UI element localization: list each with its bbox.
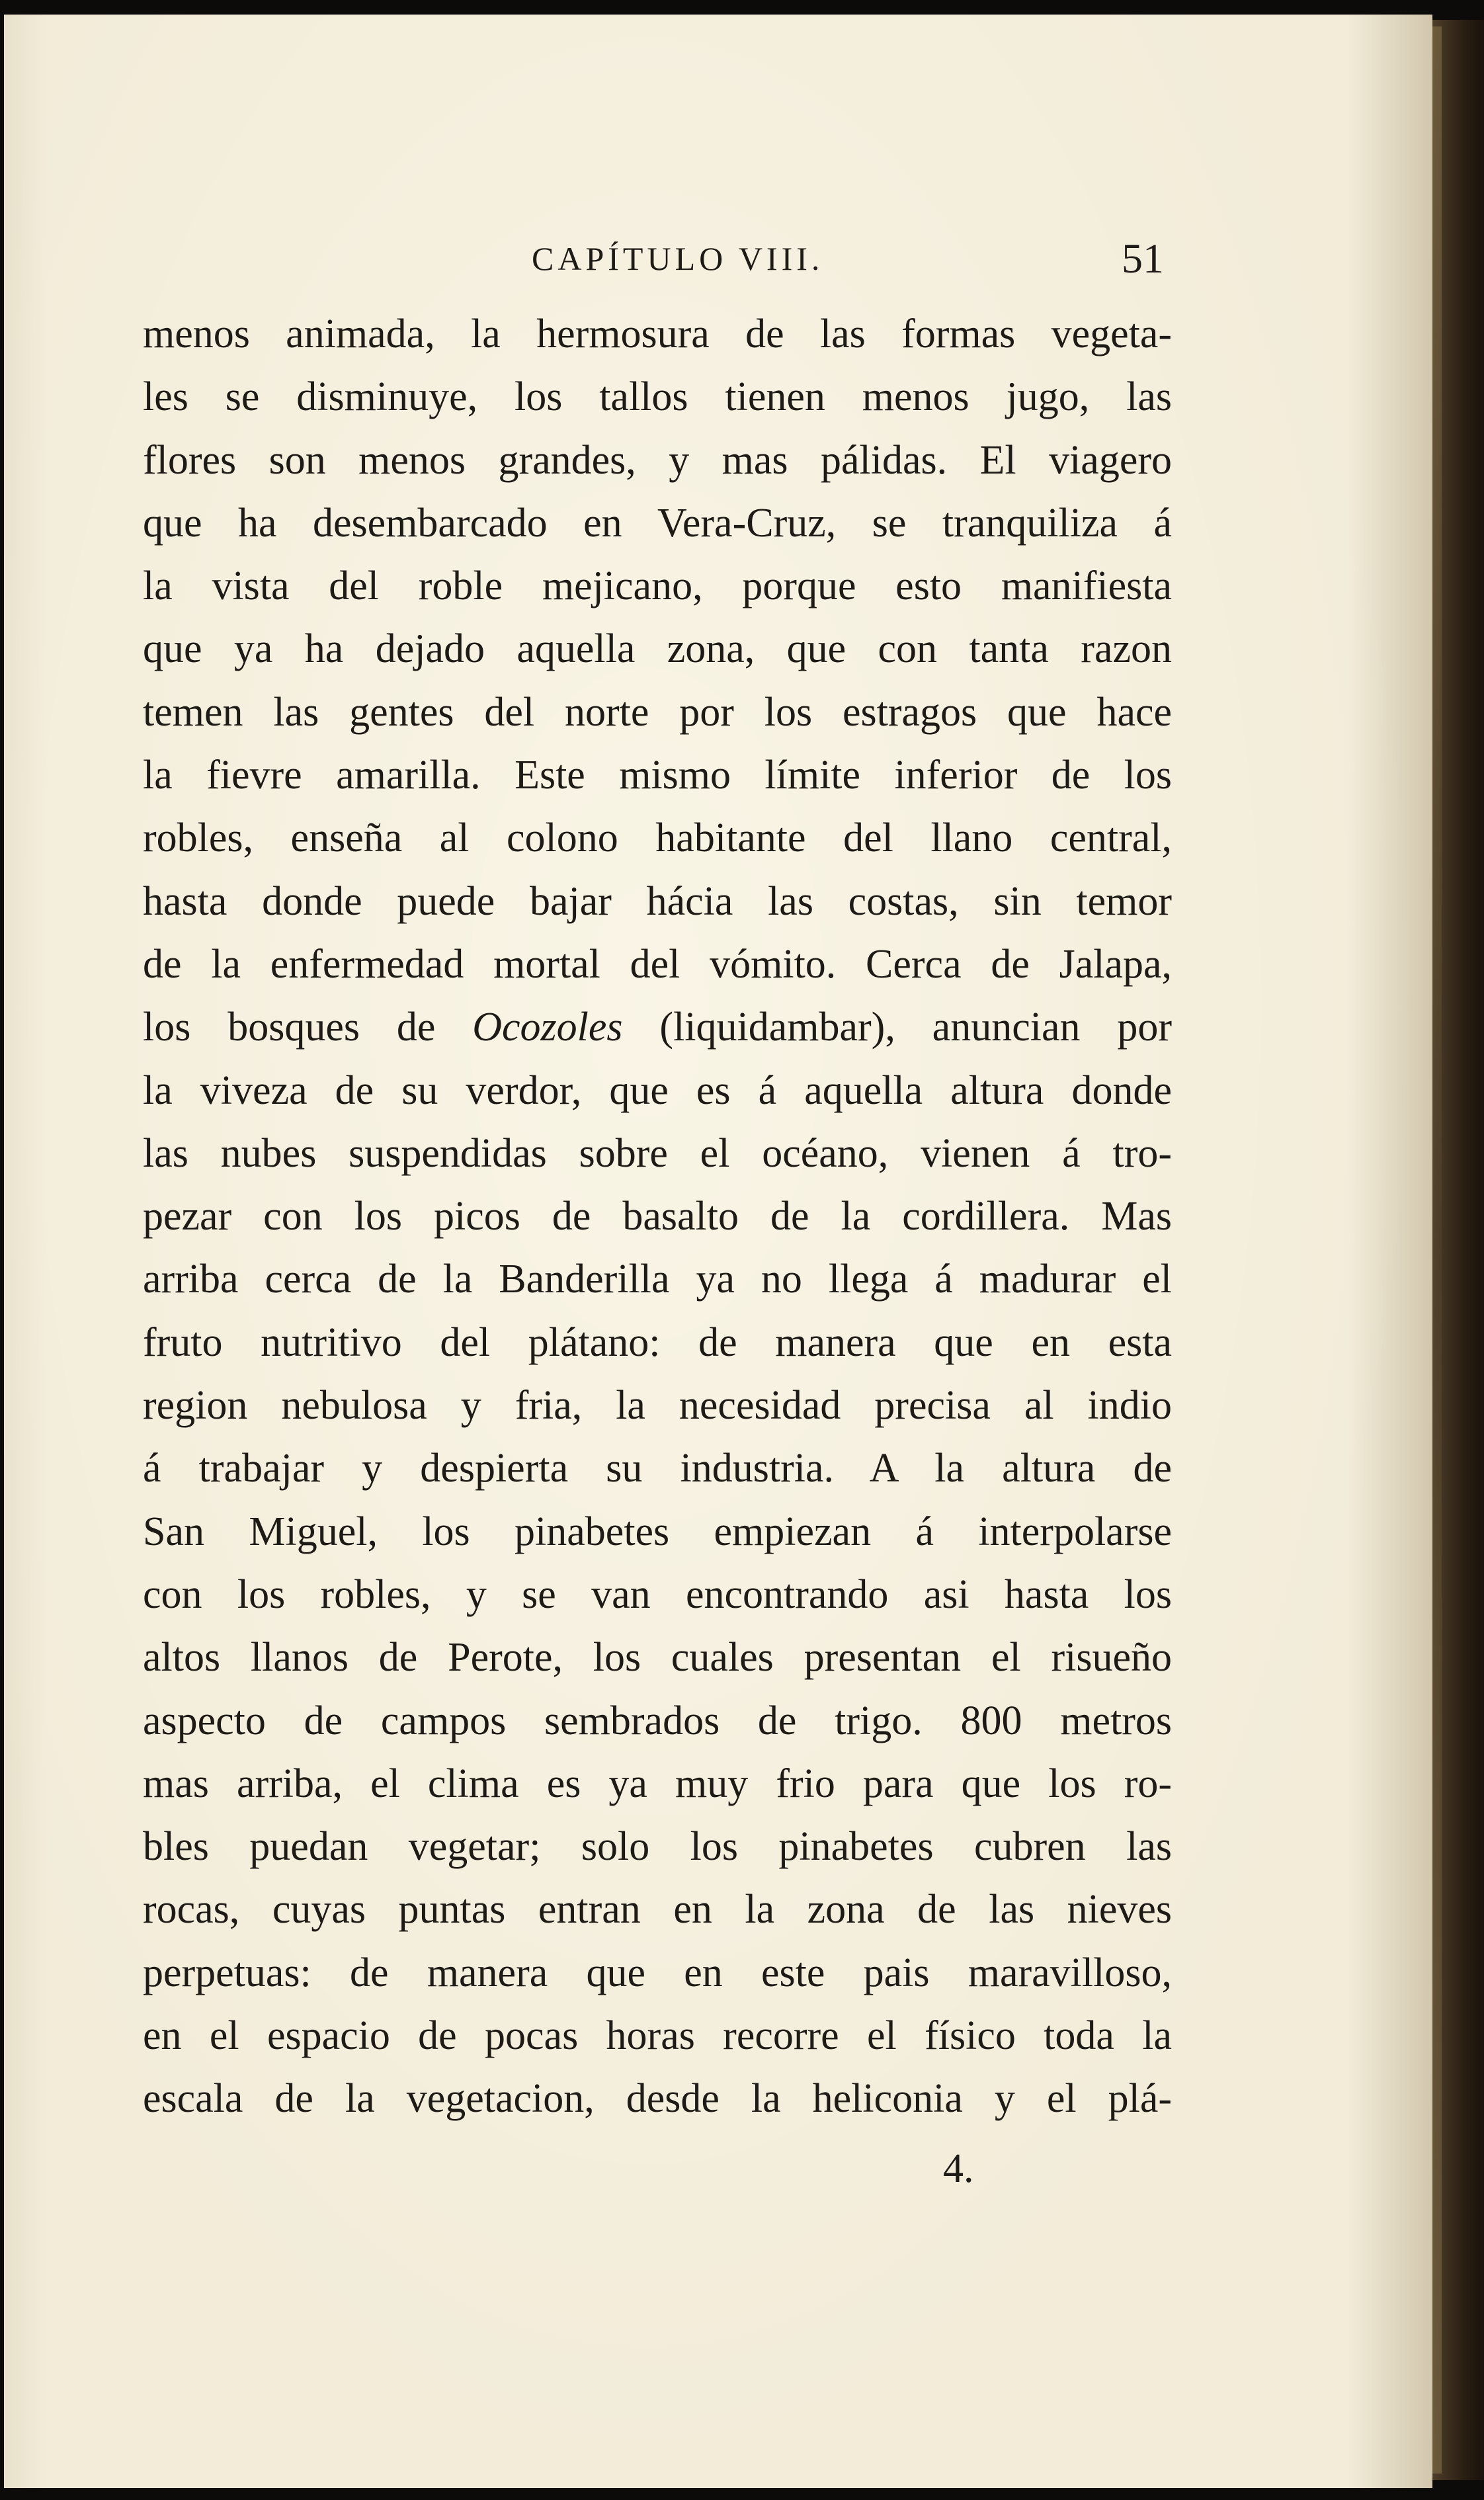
page-number: 51 <box>1122 235 1164 282</box>
text-line: á trabajar y despierta su industria. A la altura de <box>143 1446 1172 1491</box>
text-line: mas arriba, el clima es ya muy frio para que los ro- <box>143 1761 1172 1806</box>
text-line: escala de la vegetacion, desde la heliconia y el plá- <box>143 2076 1172 2122</box>
text-segment: los bosques de <box>143 1005 473 1050</box>
text-line: robles, enseña al colono habitante del llano central, <box>143 815 1172 861</box>
text-line: rocas, cuyas puntas entran en la zona de las nieves <box>143 1887 1172 1933</box>
signature-mark: 4. <box>943 2146 974 2191</box>
text-line <box>143 996 1172 1059</box>
text-line: perpetuas: de manera que en este pais maravilloso, <box>143 1950 1172 1995</box>
text-line: hasta donde puede bajar hácia las costas, sin temor <box>143 878 1172 924</box>
text-line: en el espacio de pocas horas recorre el físico toda la <box>143 2013 1172 2059</box>
text-line: bles puedan vegetar; solo los pinabetes cubren las <box>143 1824 1172 1870</box>
text-line: pezar con los picos de basalto de la cordillera. Mas <box>143 1194 1172 1239</box>
body-text <box>143 303 1172 2131</box>
text-line: fruto nutritivo del plátano: de manera que en esta <box>143 1319 1172 1365</box>
text-line: flores son menos grandes, y mas pálidas. El viagero <box>143 437 1172 483</box>
text-line: la fievre amarilla. Este mismo límite inferior de los <box>143 753 1172 798</box>
text-line: menos animada, la hermosura de las formas vegeta- <box>143 312 1172 356</box>
running-head <box>4 235 1432 292</box>
text-line: aspecto de campos sembrados de trigo. 800 metros <box>143 1698 1172 1743</box>
paper-page <box>4 15 1432 2488</box>
text-line: altos llanos de Perote, los cuales presentan el risueño <box>143 1635 1172 1681</box>
text-line: la vista del roble mejicano, porque esto manifiesta <box>143 563 1172 609</box>
text-line: San Miguel, los pinabetes empiezan á interpolarse <box>143 1509 1172 1554</box>
text-line: les se disminuye, los tallos tienen menos jugo, las <box>143 374 1172 420</box>
text-line: que ya ha dejado aquella zona, que con tanta razon <box>143 626 1172 672</box>
chapter-title: CAPÍTULO VIII. <box>532 240 824 277</box>
text-line: las nubes suspendidas sobre el océano, vienen á tro- <box>143 1130 1172 1176</box>
text-line: de la enfermedad mortal del vómito. Cerca de Jalapa, <box>143 941 1172 987</box>
text-line: region nebulosa y fria, la necesidad precisa al indio <box>143 1383 1172 1429</box>
text-line: la viveza de su verdor, que es á aquella altura donde <box>143 1067 1172 1113</box>
text-segment: (liquidambar), anuncian por <box>622 1005 1172 1050</box>
text-line: arriba cerca de la Banderilla ya no llega á madurar el <box>143 1257 1172 1302</box>
text-line: que ha desembarcado en Vera-Cruz, se tranquiliza á <box>143 500 1172 546</box>
text-line: con los robles, y se van encontrando asi hasta los <box>143 1571 1172 1617</box>
italic-term: Ocozoles <box>472 1005 623 1050</box>
text-line: temen las gentes del norte por los estragos que hace <box>143 689 1172 735</box>
